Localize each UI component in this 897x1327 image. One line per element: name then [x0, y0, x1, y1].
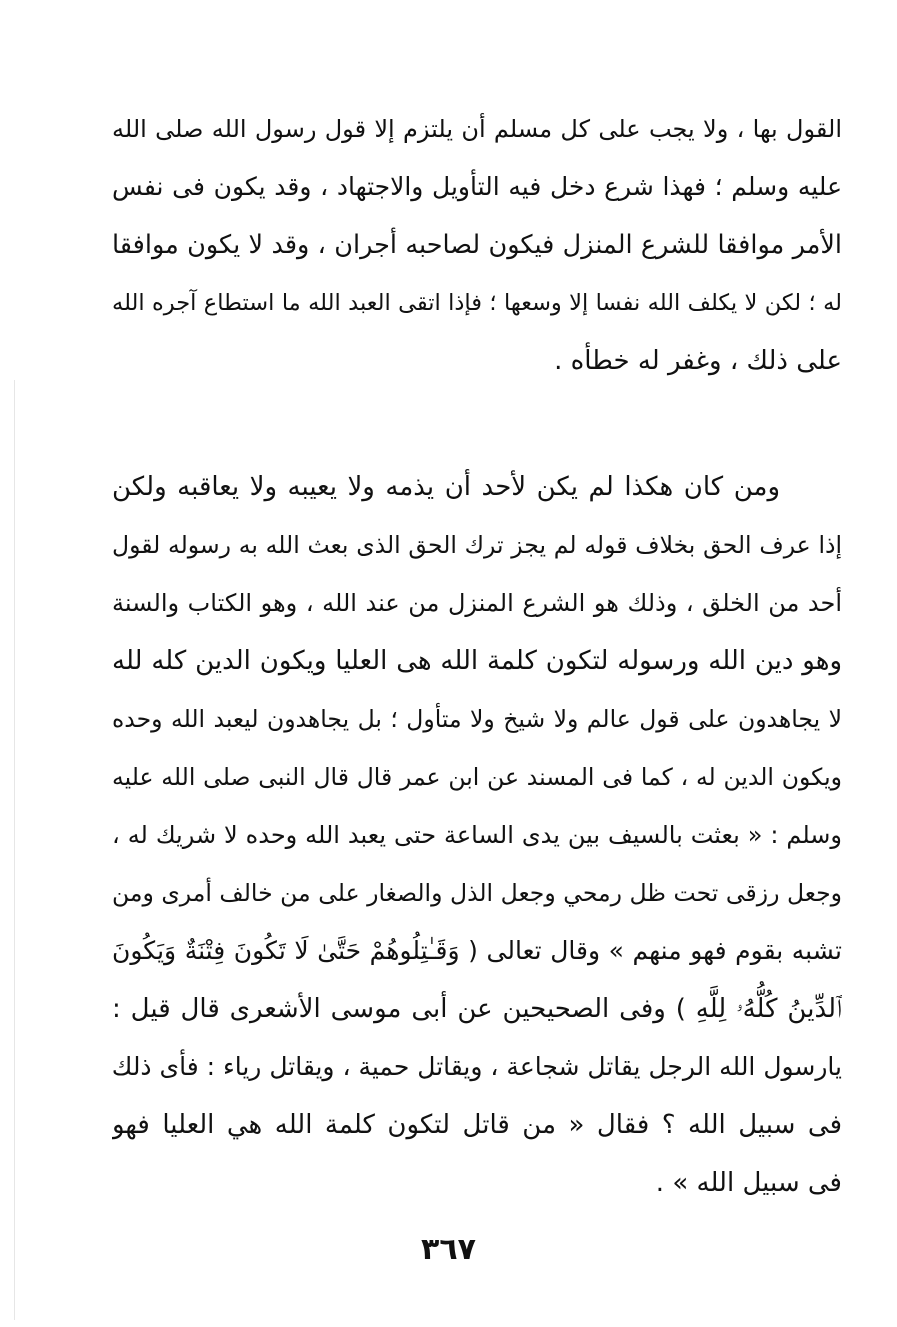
text-line: له ؛ لكن لا يكلف الله نفسا إلا وسعها ؛ فإذا اتقى العبد الله ما استطاع آجره الله [112, 290, 842, 316]
text-line: الأمر موافقا للشرع المنزل فيكون لصاحبه أجران ، وقد لا يكون موافقا [112, 230, 842, 260]
text-line: القول بها ، ولا يجب على كل مسلم أن يلتزم إلا قول رسول الله صلى الله [112, 115, 842, 143]
page-number: ٣٦٧ [421, 1232, 476, 1267]
text-line: يارسول الله الرجل يقاتل شجاعة ، ويقاتل حمية ، ويقاتل رياء : فأى ذلك [112, 1052, 842, 1081]
text-line: إذا عرف الحق بخلاف قوله لم يجز ترك الحق الذى بعث الله به رسوله لقول [112, 531, 842, 559]
text-line: ويكون الدين له ، كما فى المسند عن ابن عمر قال قال النبى صلى الله عليه [112, 763, 842, 791]
text-line: ٱلدِّينُ كُلُّهُۥ لِلَّهِ ) وفى الصحيحين عن أبى موسى الأشعرى قال قيل : [112, 994, 842, 1024]
scan-gutter-line [14, 380, 15, 1320]
paragraph-2 [112, 458, 842, 1212]
text-line: وسلم : « بعثت بالسيف بين يدى الساعة حتى يعبد الله وحده لا شريك له ، [112, 821, 842, 849]
text-line: عليه وسلم ؛ فهذا شرع دخل فيه التأويل والاجتهاد ، وقد يكون فى نفس [112, 172, 842, 201]
text-line: فى سبيل الله » . [655, 1168, 842, 1198]
text-line: وهو دين الله ورسوله لتكون كلمة الله هى العليا ويكون الدين كله لله [112, 646, 842, 676]
text-line: فى سبيل الله ؟ فقال « من قاتل لتكون كلمة الله هي العليا فهو [112, 1110, 842, 1140]
text-line: أحد من الخلق ، وذلك هو الشرع المنزل من عند الله ، وهو الكتاب والسنة [112, 589, 842, 617]
text-line: وجعل رزقى تحت ظل رمحي وجعل الذل والصغار على من خالف أمرى ومن [112, 879, 842, 907]
text-line: ومن كان هكذا لم يكن لأحد أن يذمه ولا يعيبه ولا يعاقبه ولكن [112, 472, 780, 502]
text-line: تشبه بقوم فهو منهم » وقال تعالى ( وَقَـٰتِلُوهُمْ حَتَّىٰ لَا تَكُونَ فِتْنَةٌ وَيَكُونَ [112, 936, 842, 965]
text-line: على ذلك ، وغفر له خطأه . [554, 346, 842, 376]
paragraph-1 [112, 100, 842, 390]
text-line: لا يجاهدون على قول عالم ولا شيخ ولا متأول ؛ بل يجاهدون ليعبد الله وحده [112, 705, 842, 733]
